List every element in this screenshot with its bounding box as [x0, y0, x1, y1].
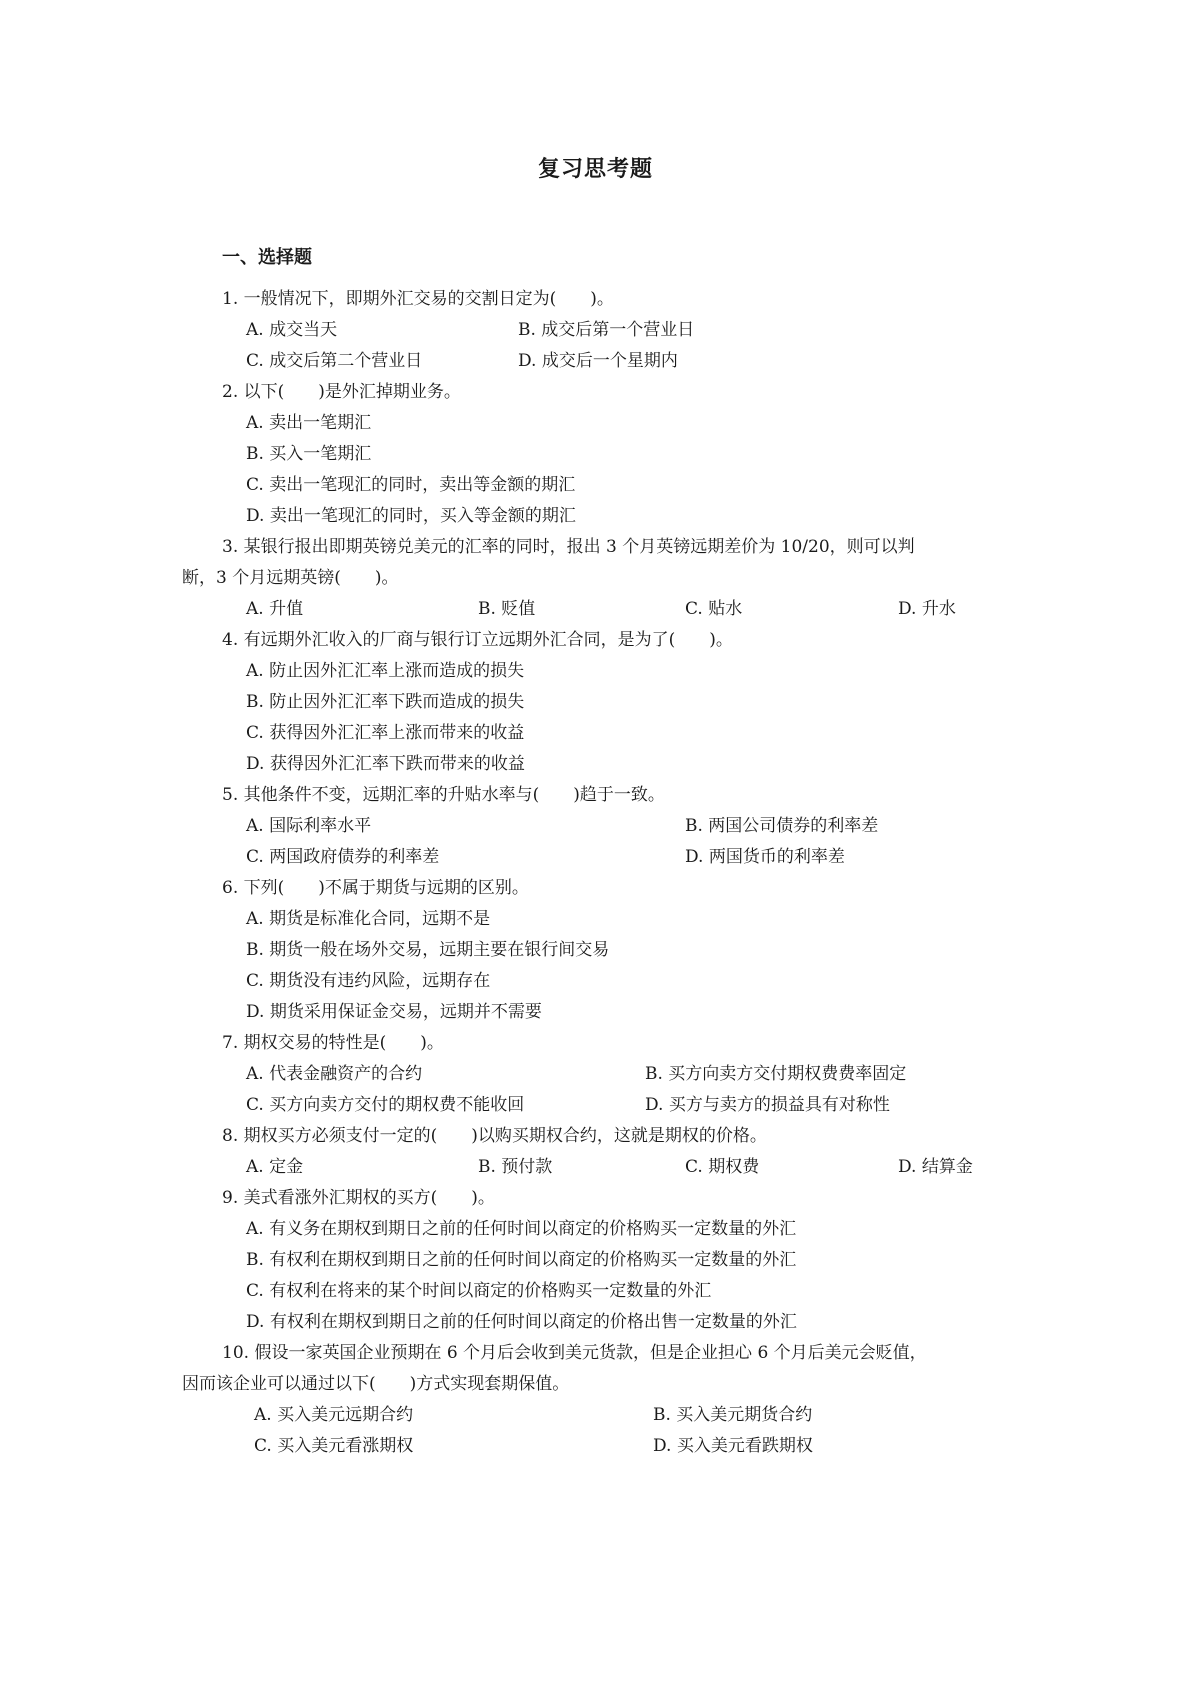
question-10-option-row	[0, 1400, 1191, 1431]
question-7-option-row	[0, 1090, 1191, 1121]
question-8-option: D. 结算金	[898, 1157, 973, 1177]
question-4-text: 4. 有远期外汇收入的厂商与银行订立远期外汇合同，是为了( )。	[222, 630, 733, 650]
question-5-option-row	[0, 842, 1191, 873]
question-2-text: 2. 以下( )是外汇掉期业务。	[222, 382, 461, 402]
question-8-option: C. 期权费	[685, 1157, 760, 1177]
question-8-text: 8. 期权买方必须支付一定的( )以购买期权合约，这就是期权的价格。	[222, 1126, 767, 1146]
question-5-option: A. 国际利率水平	[246, 816, 372, 836]
question-8-option: B. 预付款	[478, 1157, 553, 1177]
question-4-option: D. 获得因外汇汇率下跌而带来的收益	[246, 754, 525, 774]
question-6-text: 6. 下列( )不属于期货与远期的区别。	[222, 878, 529, 898]
question-1-option: B. 成交后第一个营业日	[518, 320, 695, 340]
question-list	[0, 284, 1191, 1462]
question-3-text: 3. 某银行报出即期英镑兑美元的汇率的同时，报出 3 个月英镑远期差价为 10/20，则可以判	[222, 537, 915, 557]
question-2-option: D. 卖出一笔现汇的同时，买入等金额的期汇	[246, 506, 576, 526]
question-3-option-row	[0, 594, 1191, 625]
question-2-option: B. 买入一笔期汇	[246, 444, 372, 464]
question-5-text: 5. 其他条件不变，远期汇率的升贴水率与( )趋于一致。	[222, 785, 665, 805]
question-1-text: 1. 一般情况下，即期外汇交易的交割日定为( )。	[222, 289, 614, 309]
question-10-option-row	[0, 1431, 1191, 1462]
question-9-text: 9. 美式看涨外汇期权的买方( )。	[222, 1188, 495, 1208]
question-5-option: C. 两国政府债券的利率差	[246, 847, 440, 867]
question-4-option: C. 获得因外汇汇率上涨而带来的收益	[246, 723, 525, 743]
question-7-text: 7. 期权交易的特性是( )。	[222, 1033, 444, 1053]
question-5-option-row	[0, 811, 1191, 842]
question-6-option: B. 期货一般在场外交易，远期主要在银行间交易	[246, 940, 610, 960]
question-2-option: C. 卖出一笔现汇的同时，卖出等金额的期汇	[246, 475, 576, 495]
question-1-option: C. 成交后第二个营业日	[246, 351, 423, 371]
question-10-option: C. 买入美元看涨期权	[254, 1436, 414, 1456]
question-6-option: D. 期货采用保证金交易，远期并不需要	[246, 1002, 542, 1022]
question-7-option: C. 买方向卖方交付的期权费不能收回	[246, 1095, 525, 1115]
question-10-option: A. 买入美元远期合约	[254, 1405, 414, 1425]
question-10-text: 10. 假设一家英国企业预期在 6 个月后会收到美元货款，但是企业担心 6 个月后美元会贬值，	[222, 1343, 927, 1363]
question-5-option: B. 两国公司债券的利率差	[685, 816, 879, 836]
question-7-option: B. 买方向卖方交付期权费费率固定	[645, 1064, 907, 1084]
section-heading: 一、选择题	[222, 247, 312, 268]
question-10-option: B. 买入美元期货合约	[653, 1405, 813, 1425]
question-4-option: B. 防止因外汇汇率下跌而造成的损失	[246, 692, 525, 712]
question-10-continuation: 因而该企业可以通过以下( )方式实现套期保值。	[182, 1374, 570, 1394]
question-6-option: C. 期货没有违约风险，远期存在	[246, 971, 491, 991]
question-10-option: D. 买入美元看跌期权	[653, 1436, 813, 1456]
question-8-option: A. 定金	[246, 1157, 304, 1177]
question-9-option: A. 有义务在期权到期日之前的任何时间以商定的价格购买一定数量的外汇	[246, 1219, 797, 1239]
question-3-option: B. 贬值	[478, 599, 536, 619]
question-5-option: D. 两国货币的利率差	[685, 847, 845, 867]
question-2-option: A. 卖出一笔期汇	[246, 413, 372, 433]
question-3-option: C. 贴水	[685, 599, 743, 619]
question-1-option-row	[0, 346, 1191, 377]
question-1-option-row	[0, 315, 1191, 346]
question-7-option-row	[0, 1059, 1191, 1090]
question-3-continuation: 断，3 个月远期英镑( )。	[182, 568, 399, 588]
question-4-option: A. 防止因外汇汇率上涨而造成的损失	[246, 661, 525, 681]
question-1-option: D. 成交后一个星期内	[518, 351, 678, 371]
question-9-option: B. 有权利在期权到期日之前的任何时间以商定的价格购买一定数量的外汇	[246, 1250, 797, 1270]
question-7-option: D. 买方与卖方的损益具有对称性	[645, 1095, 890, 1115]
question-9-option: D. 有权利在期权到期日之前的任何时间以商定的价格出售一定数量的外汇	[246, 1312, 797, 1332]
question-1-option: A. 成交当天	[246, 320, 338, 340]
question-3-option: D. 升水	[898, 599, 956, 619]
question-3-option: A. 升值	[246, 599, 304, 619]
page-title: 复习思考题	[537, 157, 653, 182]
question-8-option-row	[0, 1152, 1191, 1183]
question-7-option: A. 代表金融资产的合约	[246, 1064, 423, 1084]
question-6-option: A. 期货是标准化合同，远期不是	[246, 909, 491, 929]
question-9-option: C. 有权利在将来的某个时间以商定的价格购买一定数量的外汇	[246, 1281, 712, 1301]
